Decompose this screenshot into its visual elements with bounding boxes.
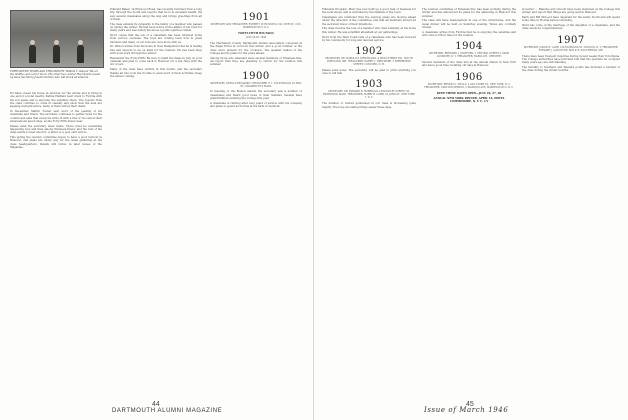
class-secretary: SECRETARY, DR. HAROLD P. STRICKLAND, 4 WEST STREET RD., SOUTH PORTLAND, ME. TREASURER, HARRY C. WHITMORE, 3 SHERBURNE STREET, CONCORD, N. H. xyxy=(325,57,413,66)
right-column-2: The reunion committee of Nineteen-Two has been working during the winter and has announced its plans for the gathering in Hanover this summer. The class will have headquarters in one of the dormitories, and the usual dinner will be held on Saturday evening. Wives are cordially invited. A classmate writes from Florida that he is enjoying the sunshine and will come north in time for the reunion. 1904 SECRETARY, BERNARD J. STAFFORD, 1 CENTRAL STREET, LODGE LOCKPORT, N. Y. TREASURER, HAROLD H. CHESTER. Several members of the class met at the annual dinner in New York and had a good time recalling old days in Hanover. 1906 SECRETARY, ERNEST G. WELLS, 2 GAS STORE ST., NEW YORK, N. Y. TREASURER, CARLTON KERSON, 2 MADISON AVE, WASHINGTON 6, D. C. KEEP THESE DATES OPEN—JULY 26, 27, 28 ANNUAL NEW YORK DINNER, APRIL 16, HOTEL COMMODORE, N. Y. C. (?) xyxy=(422,8,516,104)
right-page xyxy=(314,0,628,420)
class-year-heading: 1903 xyxy=(355,79,383,91)
left-column-1: Ed Allen closed his house in Andover for the winter and is living in one end of a hotel nearby. Kathie Hatfield went down to Florida with his son again and is enjoying the sunshine there. The reports from the class continue to come in steadily and show that the men are keeping well and active, many of them still at their desks. In December, Martin Tucker sent word of the passing of his classmate and friend. The secretary continues to gather news for the column and asks that everyone write in with a line or two about their whereabouts and doings, as the Forty-Fifth draws near. Please send the secretary news items. There must be something happening now and then among Nineteen-Oners, and the rest of the class wants to hear about it. A letter or a post card will do. This spring the reunion committee hopes to have a good turnout in Hanover, and plans are under way for the usual gathering at the class headquarters. Details will follow in later issues of the Magazine. xyxy=(10,92,102,149)
class-year-heading: 1906 xyxy=(455,71,483,83)
right-column-1: Edmunds Program, Mary has now built up a good deal of business for the local shops, and is well liked by the families of the town. Classmates are reminded that the reunion plans are moving ahead under the direction of the committee, and that all members should let the secretary know of their intentions. The class mourns the loss of a member who died suddenly at his home this winter. He was a faithful attendant at our gatherings. Word from the West Coast tells of a classmate who has been honored by his community for long and devoted service. 1902 SECRETARY, DR. HAROLD P. STRICKLAND, 4 WEST STREET RD., SOUTH PORTLAND, ME. TREASURER, HARRY C. WHITMORE, 3 SHERBURNE STREET, CONCORD, N. H. Please send news. The secretary will be glad to print anything you care to tell him. 1903 SECRETARY, DR. EDWARD B. HORRIGAN, 4 RANGELEY STREET, ST. RICHMOND, MASS. TREASURER, HARRY B. LAMB, 10 JOHN ST., NEW YORK 7, N. Y. The number of retired gentlemen in our class is increasing quite rapidly. The boys are taking things easier these days. xyxy=(322,8,416,109)
magazine-title: DARTMOUTH ALUMNI MAGAZINE xyxy=(112,408,223,414)
class-year-heading: 1900 xyxy=(242,70,270,82)
page-number: 44 xyxy=(152,401,160,408)
class-secretary: SECRETARY, JUDGE R. LANE, 130 ELMWOOD ST., BOSTON, N. Y. TREASURER, STEWART J. GASCOYNE, BOX 475, SOUTHFIELD, ME. xyxy=(523,45,619,52)
class-year-heading: 1901 xyxy=(242,12,270,23)
class-year-heading: 1904 xyxy=(455,41,483,53)
page-number: 45 xyxy=(466,401,474,408)
annual-dinner-notice: ANNUAL NEW YORK DINNER, APRIL 16, HOTEL COMMODORE, N. Y. C. (?) xyxy=(433,96,505,104)
class-secretary: SECRETARY, ERNEST G. WELLS, 2 GAS STORE ST., NEW YORK, N. Y. TREASURER, CARLTON KERSON, 2 MADISON AVE, WASHINGTON 6, D. C. xyxy=(424,82,514,89)
class-secretary: SECRETARY, LEWIS P. BENJAMIN, TREASURER, F. L. ELLENWOOD, 20 MILL ST., SWAMPSCOTT, MASS. xyxy=(210,81,302,88)
class-secretary: SECRETARY, DR. EDWARD B. HORRIGAN, 4 RANGELEY STREET, ST. RICHMOND, MASS. TREASURER, HARRY B. LAMB, 10 JOHN ST., NEW YORK 7, N. Y. xyxy=(323,90,415,100)
photo-caption: FORTY-SEVEN YEARS AGO THIS MONTH: William T. Atwood '99—in the middle—set out for Oxon. The other two—Oscar Hoyt Searle posed by Gene Secretary Joseph Gorman who will shook all seasons. xyxy=(10,70,100,80)
reunion-date: JULY 26-28, 1946 xyxy=(245,36,267,40)
class-year-heading: 1902 xyxy=(355,46,383,58)
class-year-heading: 1907 xyxy=(557,34,585,46)
left-column-3: 1901 SECRETARY AND TREASURER, EVERETT W. RUNNELS, 522 18TH ST., N.W., WASHINGTON 6, D.C. FORTY-FIFTH REUNION JULY 26-28, 1946 The Merrimack County Dartmouth Alumni Association convened at the Eagle Hotel in Concord this winter, and a good number of the class were present for the occasion. The speaker talked of the College and its plans for the years ahead. Among those who attended were several members of Nineteen-One. All report that they are planning to return for the reunion this summer. 1900 SECRETARY, LEWIS P. BENJAMIN, TREASURER, F. L. ELLENWOOD, 20 MILL ST., SWAMPSCOTT, MASS. In meeting of the Boston alumni the secretary saw a number of classmates and heard good news of their families. Several have grandchildren entering the College this year. A classmate is retiring after long years of service with his company and plans to spend more time at his farm in Vermont. xyxy=(210,12,302,109)
keep-dates-notice: KEEP THESE DATES OPEN—JULY 26, 27, 28 xyxy=(436,91,502,95)
reunion-heading: FORTY-FIFTH REUNION xyxy=(238,31,274,35)
left-column-2: Edmund Baker, 14 Elmwood Road, has recently returned from a long trip through the South and reports that he is in excellent health. He saw several classmates along the way and brings greetings from all of them. The class extends its sympathy to the family of a member who passed on during the winter. He had been active in the affairs of his town for many years and was widely known as a public-spirited citizen. Word comes that the son of a classmate has been returned home from service overseas. The boys are coming back now in great numbers and many of our sons are once more with us. Dr. Wilson writes from his home in New Hampshire that he is feeling fine and expects to be on hand for the reunion. He has been busy with local work through the winter. Remember the Forty-Fifth! Be sure to mark the dates in July on your calendar and plan to come back to Hanover for a few days with the old crowd. Many of the class have written in this month, and the secretary thanks all who took the trouble to send word of their activities. Keep the letters coming. xyxy=(110,8,202,78)
class-secretary: SECRETARY AND TREASURER, EVERETT W. RUNNELS, 522 18TH ST., N.W., WASHINGTON 6, D.C. xyxy=(210,23,302,29)
class-photo xyxy=(10,10,104,68)
class-secretary: SECRETARY, BERNARD J. STAFFORD, 1 CENTRAL STREET, LODGE LOCKPORT, N. Y. TREASURER, HAROLD H. CHESTER. xyxy=(428,52,510,59)
issue-date: Issue of March 1946 xyxy=(424,406,509,414)
right-column-3: Governor ... Blanche and Lincoln have been stationed at the College this winter, and report that things are going well in Hanover. Early and Bill McLeod have departed for the sunny South and will spend some time in Florida before returning. Word has come of the marriage of the daughter of a classmate, and the class sends its congratulations. 1907 SECRETARY, JUDGE R. LANE, 130 ELMWOOD ST., BOSTON, N. Y. TREASURER, STEWART J. GASCOYNE, BOX 475, SOUTHFIELD, ME. There have been frequent inquiries during recent weeks from Tom Payne. The College authorities have informed him that the quarters he occupied many years ago are still standing. The mobility to Southern and Western points has included a number of the class during the winter months. xyxy=(522,8,620,73)
